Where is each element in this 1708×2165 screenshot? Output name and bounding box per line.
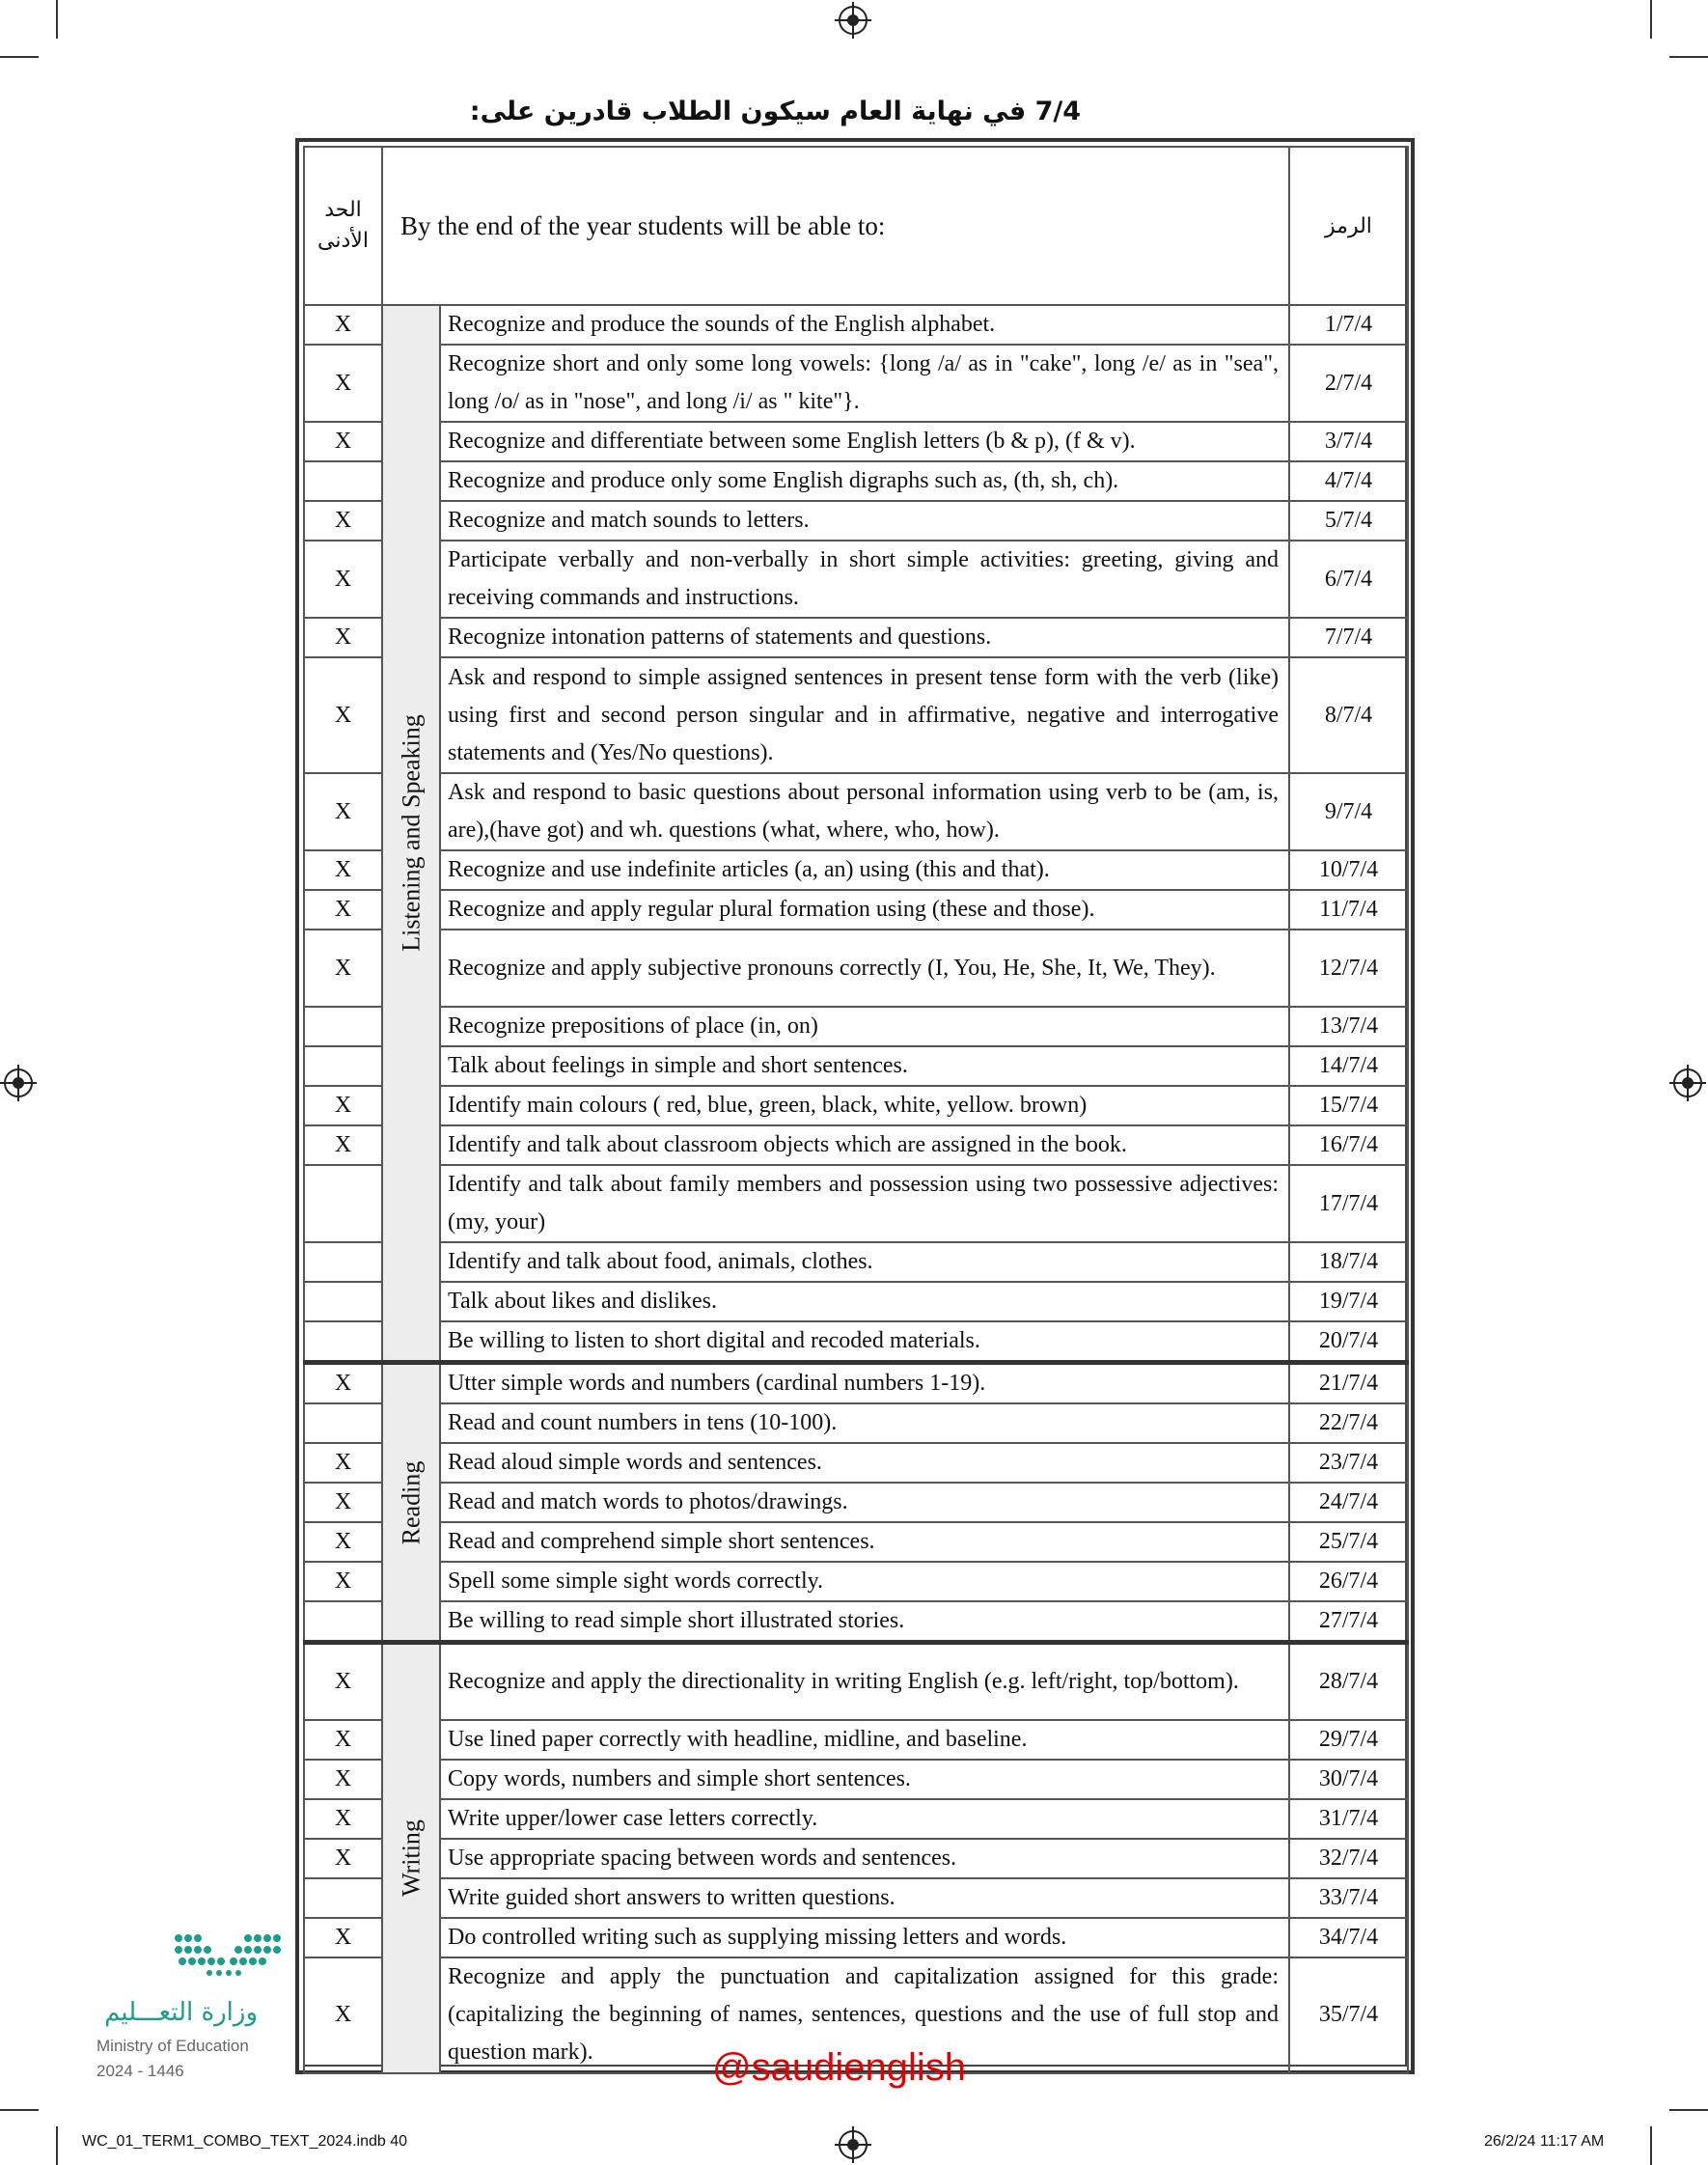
outcome-text: Recognize and produce only some English digraphs such as, (th, sh, ch). — [440, 461, 1289, 501]
outcome-text: Talk about likes and dislikes. — [440, 1282, 1289, 1321]
outcome-code: 29/7/4 — [1289, 1720, 1408, 1760]
outcome-row — [304, 1918, 1408, 1957]
outcome-text: Use appropriate spacing between words and sentences. — [440, 1839, 1289, 1878]
outcome-code: 14/7/4 — [1289, 1046, 1408, 1086]
outcome-code: 1/7/4 — [1289, 305, 1408, 345]
outcome-row — [304, 1363, 1408, 1404]
outcome-code: 6/7/4 — [1289, 541, 1408, 618]
outcome-code: 25/7/4 — [1289, 1522, 1408, 1562]
min-cell: X — [304, 1918, 382, 1957]
min-cell — [304, 1878, 382, 1918]
code-header: الرمز — [1289, 147, 1408, 305]
outcome-row — [304, 1125, 1408, 1165]
outcome-code: 27/7/4 — [1289, 1601, 1408, 1643]
min-cell — [304, 1165, 382, 1242]
min-header: الحد الأدنى — [304, 147, 382, 305]
outcome-code: 3/7/4 — [1289, 422, 1408, 461]
min-cell — [304, 1046, 382, 1086]
min-cell: X — [304, 1363, 382, 1404]
outcome-row — [304, 1760, 1408, 1799]
min-cell: X — [304, 1443, 382, 1483]
min-cell: X — [304, 345, 382, 422]
min-cell — [304, 1321, 382, 1363]
outcome-row — [304, 1046, 1408, 1086]
outcome-row — [304, 305, 1408, 345]
outcome-text: Recognize intonation patterns of statements and questions. — [440, 618, 1289, 657]
outcome-text: Use lined paper correctly with headline, midline, and baseline. — [440, 1720, 1289, 1760]
outcome-text: Write guided short answers to written questions. — [440, 1878, 1289, 1918]
min-cell: X — [304, 930, 382, 1007]
outcome-text: Be willing to listen to short digital and recoded materials. — [440, 1321, 1289, 1363]
min-cell: X — [304, 657, 382, 773]
statement-header: By the end of the year students will be able to: — [382, 147, 1289, 305]
outcome-code: 17/7/4 — [1289, 1165, 1408, 1242]
outcome-code: 20/7/4 — [1289, 1321, 1408, 1363]
min-cell: X — [304, 422, 382, 461]
outcome-text: Be willing to read simple short illustrated stories. — [440, 1601, 1289, 1643]
registration-mark-right — [1673, 1069, 1702, 1097]
logo-arabic: وزارة التعـــليم — [104, 1998, 258, 2027]
min-cell: X — [304, 1125, 382, 1165]
skill-cell — [382, 1643, 440, 2073]
outcome-code: 11/7/4 — [1289, 890, 1408, 930]
outcome-code: 13/7/4 — [1289, 1007, 1408, 1046]
outcome-code: 4/7/4 — [1289, 461, 1408, 501]
watermark: @saudienglish — [712, 2046, 966, 2089]
header-row — [304, 147, 1408, 305]
outcome-row — [304, 1443, 1408, 1483]
outcome-row — [304, 1839, 1408, 1878]
outcome-row — [304, 1483, 1408, 1522]
outcomes-table — [303, 146, 1409, 2074]
outcome-row — [304, 1282, 1408, 1321]
outcome-row — [304, 1799, 1408, 1839]
outcome-row — [304, 1242, 1408, 1282]
outcome-code: 2/7/4 — [1289, 345, 1408, 422]
outcome-row — [304, 1007, 1408, 1046]
outcome-code: 18/7/4 — [1289, 1242, 1408, 1282]
outcome-row — [304, 1086, 1408, 1125]
ministry-logo — [94, 1930, 301, 2090]
outcome-text: Utter simple words and numbers (cardinal numbers 1-19). — [440, 1363, 1289, 1404]
logo-english: Ministry of Education — [96, 2037, 249, 2055]
outcome-text: Recognize and apply the directionality in writing English (e.g. left/right, top/bottom). — [440, 1643, 1289, 1720]
outcome-text: Recognize and apply subjective pronouns correctly (I, You, He, She, It, We, They). — [440, 930, 1289, 1007]
outcome-row — [304, 618, 1408, 657]
outcome-code: 21/7/4 — [1289, 1363, 1408, 1404]
crop-line — [1650, 2126, 1652, 2165]
crop-line — [1650, 0, 1652, 39]
outcome-text: Recognize prepositions of place (in, on) — [440, 1007, 1289, 1046]
outcome-row — [304, 1878, 1408, 1918]
outcome-text: Identify and talk about classroom objects which are assigned in the book. — [440, 1125, 1289, 1165]
crop-line — [56, 0, 58, 39]
outcome-row — [304, 1522, 1408, 1562]
outcome-text: Copy words, numbers and simple short sentences. — [440, 1760, 1289, 1799]
outcome-text: Identify main colours ( red, blue, green, black, white, yellow. brown) — [440, 1086, 1289, 1125]
outcome-code: 32/7/4 — [1289, 1839, 1408, 1878]
outcome-text: Do controlled writing such as supplying missing letters and words. — [440, 1918, 1289, 1957]
skill-label: Listening and Speaking — [397, 714, 426, 952]
outcome-code: 24/7/4 — [1289, 1483, 1408, 1522]
outcome-text: Recognize and apply the punctuation and capitalization assigned for this grade: (capitalizing the beginning of names, sentences, questions and the use of full stop and question mark). — [440, 1957, 1289, 2073]
crop-line — [1669, 56, 1708, 58]
min-cell: X — [304, 1483, 382, 1522]
outcome-code: 12/7/4 — [1289, 930, 1408, 1007]
min-cell: X — [304, 1799, 382, 1839]
min-cell: X — [304, 1957, 382, 2073]
min-cell — [304, 1007, 382, 1046]
outcome-code: 19/7/4 — [1289, 1282, 1408, 1321]
min-cell: X — [304, 618, 382, 657]
min-cell: X — [304, 850, 382, 890]
crop-line — [0, 56, 39, 58]
min-cell: X — [304, 890, 382, 930]
outcome-text: Read aloud simple words and sentences. — [440, 1443, 1289, 1483]
outcome-row — [304, 850, 1408, 890]
outcome-code: 7/7/4 — [1289, 618, 1408, 657]
outcome-text: Read and comprehend simple short sentences. — [440, 1522, 1289, 1562]
outcome-row — [304, 1720, 1408, 1760]
outcome-text: Read and count numbers in tens (10-100). — [440, 1403, 1289, 1443]
outcome-row — [304, 890, 1408, 930]
skill-label: Reading — [397, 1460, 426, 1544]
outcome-row — [304, 345, 1408, 422]
skill-cell — [382, 1363, 440, 1643]
outcome-text: Recognize and apply regular plural formation using (these and those). — [440, 890, 1289, 930]
min-cell — [304, 1282, 382, 1321]
skill-label: Writing — [397, 1819, 426, 1898]
outcome-text: Ask and respond to basic questions about personal information using verb to be (am, is, are),(have got) and wh. questions (what, where, who, how). — [440, 773, 1289, 850]
outcome-text: Recognize short and only some long vowels: {long /a/ as in "cake", long /e/ as in "sea", long /o/ as in "nose", and long /i/ as " kite"}. — [440, 345, 1289, 422]
outcome-code: 10/7/4 — [1289, 850, 1408, 890]
min-cell: X — [304, 1522, 382, 1562]
min-cell — [304, 1403, 382, 1443]
outcome-text: Write upper/lower case letters correctly. — [440, 1799, 1289, 1839]
outcome-row — [304, 501, 1408, 541]
registration-mark-bottom — [839, 2130, 868, 2159]
registration-mark-top — [839, 6, 868, 35]
outcome-text: Talk about feelings in simple and short sentences. — [440, 1046, 1289, 1086]
min-cell: X — [304, 305, 382, 345]
crop-line — [0, 2109, 39, 2111]
outcome-text: Recognize and differentiate between some English letters (b & p), (f & v). — [440, 422, 1289, 461]
outcome-row — [304, 930, 1408, 1007]
outcome-row — [304, 773, 1408, 850]
min-cell: X — [304, 1643, 382, 1720]
outcome-code: 22/7/4 — [1289, 1403, 1408, 1443]
outcome-text: Identify and talk about family members and possession using two possessive adjectives: (my, your) — [440, 1165, 1289, 1242]
outcome-code: 15/7/4 — [1289, 1086, 1408, 1125]
min-cell: X — [304, 1720, 382, 1760]
outcome-text: Spell some simple sight words correctly. — [440, 1562, 1289, 1601]
skill-cell — [382, 305, 440, 1363]
outcome-row — [304, 541, 1408, 618]
outcome-row — [304, 1601, 1408, 1643]
min-cell: X — [304, 773, 382, 850]
footer-file-info: WC_01_TERM1_COMBO_TEXT_2024.indb 40 — [82, 2133, 408, 2150]
min-cell: X — [304, 1562, 382, 1601]
outcome-row — [304, 1321, 1408, 1363]
page-title: 7/4 في نهاية العام سيكون الطلاب قادرين على: — [469, 97, 1081, 126]
outcome-code: 34/7/4 — [1289, 1918, 1408, 1957]
logo-years: 2024 - 1446 — [96, 2062, 184, 2080]
outcome-code: 8/7/4 — [1289, 657, 1408, 773]
outcome-row — [304, 1403, 1408, 1443]
outcome-code: 23/7/4 — [1289, 1443, 1408, 1483]
outcome-row — [304, 461, 1408, 501]
min-cell: X — [304, 1839, 382, 1878]
footer-timestamp: 26/2/24 11:17 AM — [1484, 2133, 1605, 2150]
outcome-code: 16/7/4 — [1289, 1125, 1408, 1165]
outcome-code: 31/7/4 — [1289, 1799, 1408, 1839]
min-cell: X — [304, 1086, 382, 1125]
outcome-row — [304, 422, 1408, 461]
outcome-text: Identify and talk about food, animals, clothes. — [440, 1242, 1289, 1282]
registration-mark-left — [4, 1069, 33, 1097]
outcome-text: Participate verbally and non-verbally in short simple activities: greeting, giving and receiving commands and instructions. — [440, 541, 1289, 618]
outcome-code: 26/7/4 — [1289, 1562, 1408, 1601]
outcome-code: 35/7/4 — [1289, 1957, 1408, 2073]
crop-line — [56, 2126, 58, 2165]
outcome-row — [304, 657, 1408, 773]
min-cell: X — [304, 501, 382, 541]
outcome-code: 9/7/4 — [1289, 773, 1408, 850]
min-cell — [304, 1242, 382, 1282]
crop-line — [1669, 2109, 1708, 2111]
min-cell: X — [304, 541, 382, 618]
outcome-code: 33/7/4 — [1289, 1878, 1408, 1918]
outcome-row — [304, 1562, 1408, 1601]
outcome-text: Recognize and match sounds to letters. — [440, 501, 1289, 541]
min-cell — [304, 1601, 382, 1643]
min-cell: X — [304, 1760, 382, 1799]
outcome-code: 30/7/4 — [1289, 1760, 1408, 1799]
outcome-text: Ask and respond to simple assigned sentences in present tense form with the verb (like) using first and second person singular and in affirmative, negative and interrogative statements and (Yes/No questions). — [440, 657, 1289, 773]
outcome-row — [304, 1165, 1408, 1242]
outcome-code: 28/7/4 — [1289, 1643, 1408, 1720]
outcome-text: Recognize and produce the sounds of the English alphabet. — [440, 305, 1289, 345]
outcome-row — [304, 1643, 1408, 1720]
outcome-text: Read and match words to photos/drawings. — [440, 1483, 1289, 1522]
outcome-code: 5/7/4 — [1289, 501, 1408, 541]
min-cell — [304, 461, 382, 501]
outcome-text: Recognize and use indefinite articles (a, an) using (this and that). — [440, 850, 1289, 890]
